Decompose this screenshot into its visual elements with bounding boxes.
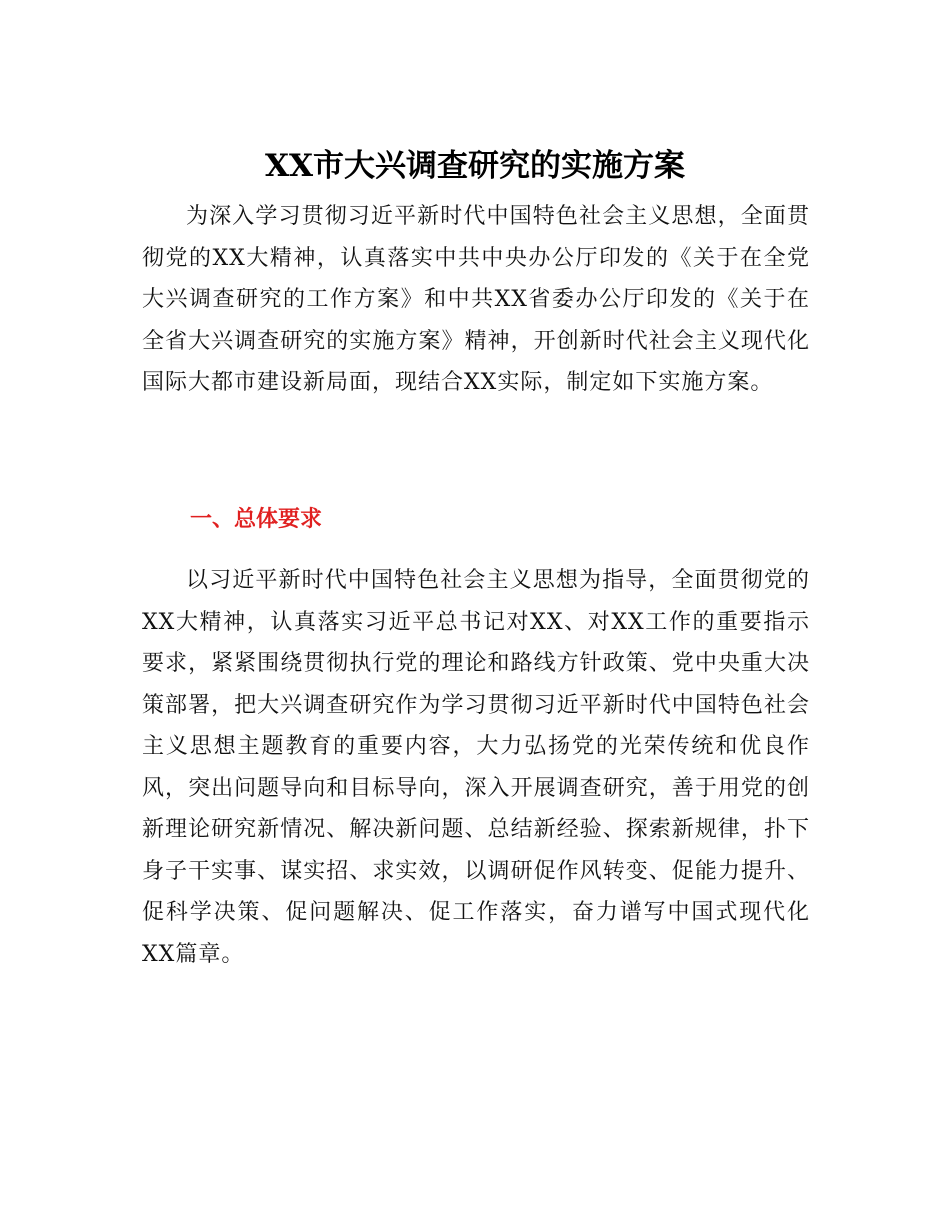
- document-title: XX市大兴调查研究的实施方案: [264, 148, 686, 184]
- section-heading-general-requirements: 一、总体要求: [190, 507, 323, 532]
- intro-paragraph: 为深入学习贯彻习近平新时代中国特色社会主义思想，全面贯彻党的XX大精神，认真落实中共中央办公厅印发的《关于在全党大兴调查研究的工作方案》和中共XX省委办公厅印发的《关于在全省大兴调查研究的实施方案》精神，开创新时代社会主义现代化国际大都市建设新局面，现结合XX实际，制定如下实施方案。: [142, 204, 810, 395]
- general-requirements-paragraph: 以习近平新时代中国特色社会主义思想为指导，全面贯彻党的XX大精神，认真落实习近平总书记对XX、对XX工作的重要指示要求，紧紧围绕贯彻执行党的理论和路线方针政策、党中央重大决策部署，把大兴调查研究作为学习贯彻习近平新时代中国特色社会主义思想主题教育的重要内容，大力弘扬党的光荣传统和优良作风，突出问题导向和目标导向，深入开展调查研究，善于用党的创新理论研究新情况、解决新问题、总结新经验、探索新规律，扑下身子干实事、谋实招、求实效，以调研促作风转变、促能力提升、促科学决策、促问题解决、促工作落实，奋力谱写中国式现代化XX篇章。: [142, 568, 810, 967]
